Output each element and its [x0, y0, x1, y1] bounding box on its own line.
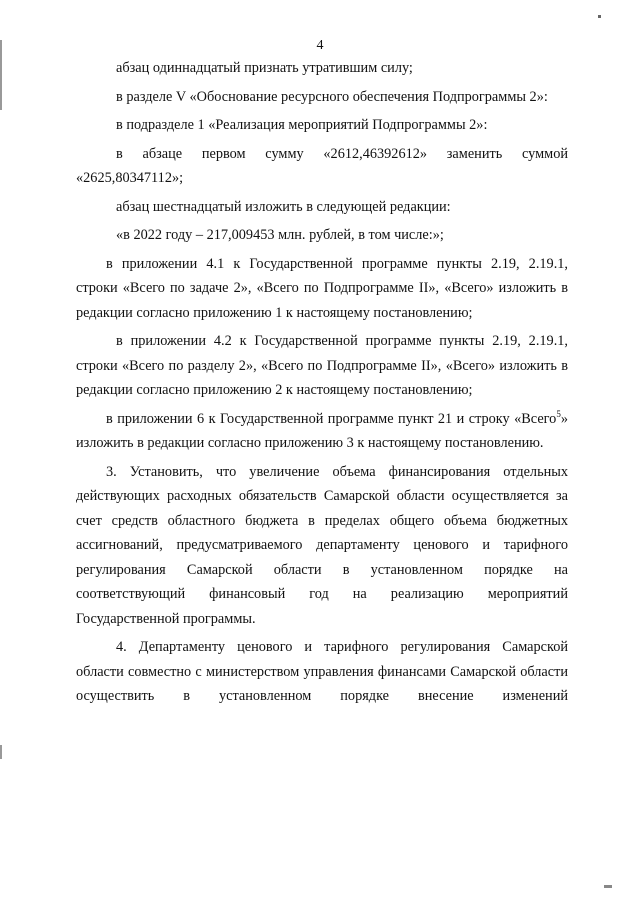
page-number: 4: [316, 38, 324, 53]
paragraph: в абзаце первом сумму «2612,46392612» заменить суммой «2625,80347112»;: [76, 145, 568, 186]
scan-mark: [604, 885, 612, 888]
scan-mark: [598, 15, 601, 18]
paragraph: в приложении 4.2 к Государственной программе пункты 2.19, 2.19.1, строки «Всего по разделу 2», «Всего по Подпрограмме II», «Всего» изложить в редакции согласно приложению 2 к настоящему постановлению;: [76, 333, 568, 398]
annex6-text-after: » изложить в редакции согласно приложению 3 к настоящему постановлению.: [76, 410, 568, 451]
paragraph-clause-3: 3. Установить, что увеличение объема финансирования отдельных действующих расходных обязательств Самарской области осуществляется за счет средств областного бюджета в пределах общего объема бюджетных ассигнований, предусматриваемого департаменту ценового и тарифного регулирования Самарской области в установленном порядке на соответствующий финансовый год на реализацию мероприятий Государственной программы.: [76, 463, 568, 627]
paragraph: в разделе V «Обоснование ресурсного обеспечения Подпрограммы 2»:: [116, 88, 548, 105]
annex6-text-before: в приложении 6 к Государственной программе пункт 21 и строку «Всего: [106, 410, 557, 427]
paragraph: «в 2022 году – 217,009453 млн. рублей, в том числе:»;: [116, 227, 444, 243]
paragraph: в подразделе 1 «Реализация мероприятий Подпрограммы 2»:: [116, 117, 488, 133]
paragraph: в приложении 4.1 к Государственной программе пункты 2.19, 2.19.1, строки «Всего по задаче 2», «Всего по Подпрограмме II», «Всего» изложить в редакции согласно приложению 1 к настоящему постановлению;: [76, 255, 568, 321]
scan-mark: [0, 745, 2, 759]
paragraph: абзац шестнадцатый изложить в следующей редакции:: [116, 198, 451, 215]
paragraph: абзац одиннадцатый признать утратившим силу;: [116, 60, 413, 76]
document-body: [76, 56, 568, 709]
paragraph-annex-6: [76, 407, 568, 456]
paragraph-clause-4: 4. Департаменту ценового и тарифного регулирования Самарской области совместно с министерством управления финансами Самарской области осуществить в установленном порядке внесение изменений: [76, 639, 568, 704]
scan-mark: [0, 40, 2, 110]
footnote-superscript: 5: [556, 408, 561, 419]
